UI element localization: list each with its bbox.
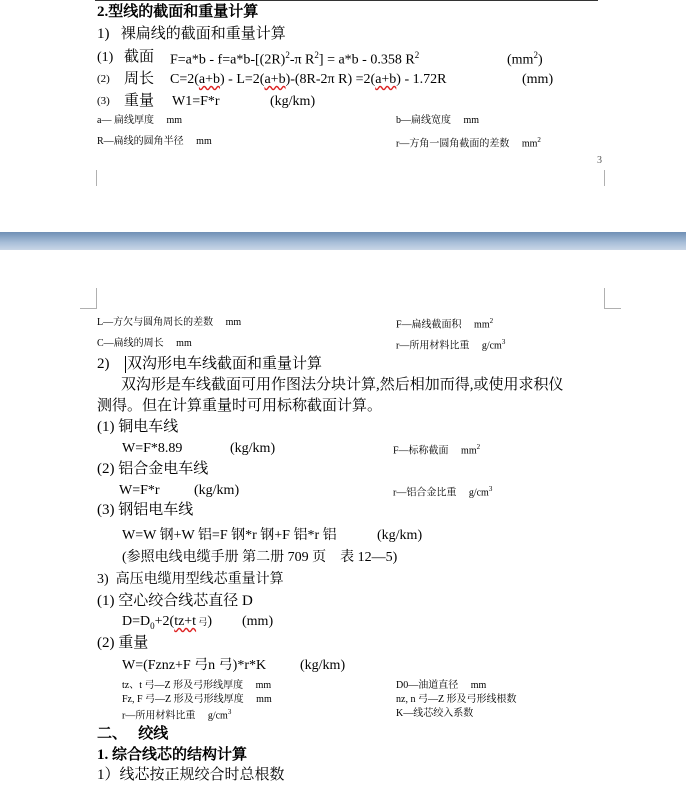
definition-b: b—扁线宽度 mm bbox=[396, 115, 480, 126]
handbook-reference: (参照电线电缆手册 第二册 709 页 表 12—5) bbox=[122, 550, 398, 565]
definition-R: R—扁线的圆角半径 mm bbox=[97, 136, 212, 147]
definition-tz: tz、t 弓—Z 形及弓形线厚度 mm bbox=[122, 680, 272, 691]
hollow-core-unit: (mm) bbox=[242, 614, 274, 629]
subsection-2-number: 2) bbox=[97, 356, 110, 372]
subsection-title: 1) 裸扁线的截面和重量计算 bbox=[97, 26, 286, 42]
margin-mark-bottom-right bbox=[604, 170, 605, 186]
definition-L: L—方欠与圆角周长的差数 mm bbox=[97, 317, 242, 328]
subsection-2-title: 双沟形电车线截面和重量计算 bbox=[127, 356, 323, 372]
page-gap bbox=[0, 232, 686, 250]
definition-r-material: r—所用材料比重 $g/cm^3$ bbox=[122, 708, 232, 722]
section-heading: 2.型线的截面和重量计算 bbox=[97, 4, 259, 20]
definition-nz: nz, n 弓—Z 形及弓形线根数 bbox=[396, 694, 517, 705]
copper-unit: (kg/km) bbox=[230, 441, 276, 456]
copper-trolley-title: (1) 铜电车线 bbox=[97, 419, 179, 435]
area-number: (1) bbox=[97, 50, 114, 65]
hollow-core-title: (1) 空心绞合线芯直径 D bbox=[97, 593, 253, 609]
copper-formula: W=F*8.89 bbox=[122, 441, 183, 456]
perimeter-formula: C=2(a+b) - L=2(a+b)-(8R-2π R) =2(a+b) - 1.72R bbox=[170, 72, 447, 87]
definition-r-density: r—所用材料比重 $g/cm^3$ bbox=[396, 338, 506, 352]
header-rule bbox=[95, 0, 598, 1]
paragraph-line-2: 测得。但在计算重量时可用标称截面计算。 bbox=[97, 398, 383, 414]
definition-K: K—线芯绞入系数 bbox=[396, 708, 474, 719]
weight-title: (2) 重量 bbox=[97, 635, 149, 651]
section-2-heading: 二、 绞线 bbox=[97, 726, 169, 742]
subsection-3-title: 3) 高压电缆用型线芯重量计算 bbox=[97, 572, 284, 587]
aluminium-trolley-title: (2) 铝合金电车线 bbox=[97, 461, 209, 477]
text-cursor bbox=[125, 356, 126, 373]
hollow-core-formula: $D=D_0+2(tz+t$ 弓) bbox=[122, 614, 213, 631]
steel-aluminium-unit: (kg/km) bbox=[377, 528, 423, 543]
copper-definition: F—标称截面 $mm^2$ bbox=[393, 443, 481, 457]
definition-Fz: Fz, F 弓—Z 形及弓形线厚度 mm bbox=[122, 694, 272, 705]
aluminium-definition: r—铝合金比重 $g/cm^3$ bbox=[393, 485, 493, 499]
steel-aluminium-title: (3) 钢铝电车线 bbox=[97, 502, 194, 518]
aluminium-formula: W=F*r bbox=[119, 483, 160, 498]
area-label: 截面 bbox=[124, 49, 155, 65]
page-number: 3 bbox=[597, 155, 602, 166]
weight-formula: W1=F*r bbox=[172, 94, 220, 109]
perimeter-unit: (mm) bbox=[522, 72, 554, 87]
section-2-subheading: 1. 综合线芯的结构计算 bbox=[97, 747, 248, 763]
margin-mark-top-left bbox=[80, 288, 97, 309]
weight-unit: (kg/km) bbox=[270, 94, 316, 109]
definition-F: F—扁线截面积 $mm^2$ bbox=[396, 317, 494, 331]
margin-mark-top-right bbox=[604, 288, 621, 309]
margin-mark-bottom-left bbox=[96, 170, 97, 186]
weight-formula-hv: W=(Fznz+F 弓n 弓)*r*K bbox=[122, 658, 267, 673]
definition-r: r—方角一圆角截面的差数 $mm^2$ bbox=[396, 136, 541, 150]
weight-label: 重量 bbox=[124, 93, 155, 109]
area-formula: $F=a*b - f=a*b-[(2R)^2-\pi$ $R^2] = a*b - 0.358$ $R^2$ bbox=[170, 50, 420, 68]
paragraph-line-1: 双沟形是车线截面可用作图法分块计算,然后相加而得,或使用求积仪 bbox=[121, 377, 564, 393]
weight-number: (3) bbox=[97, 95, 110, 107]
section-2-line: 1）线芯按正规绞合时总根数 bbox=[97, 767, 285, 783]
perimeter-number: (2) bbox=[97, 73, 110, 85]
definition-a: a— 扁线厚度 mm bbox=[97, 115, 182, 126]
document-page-2 bbox=[0, 250, 686, 789]
weight-unit-hv: (kg/km) bbox=[300, 658, 346, 673]
document-page-1 bbox=[0, 0, 686, 232]
area-unit: $(mm^2)$ bbox=[507, 50, 543, 68]
steel-aluminium-formula: W=W 钢+W 铝=F 钢*r 钢+F 铝*r 铝 bbox=[122, 528, 337, 543]
definition-D0: D0—油道直径 mm bbox=[396, 680, 487, 691]
definition-C: C—扁线的周长 mm bbox=[97, 338, 192, 349]
aluminium-unit: (kg/km) bbox=[194, 483, 240, 498]
perimeter-label: 周长 bbox=[124, 71, 155, 87]
